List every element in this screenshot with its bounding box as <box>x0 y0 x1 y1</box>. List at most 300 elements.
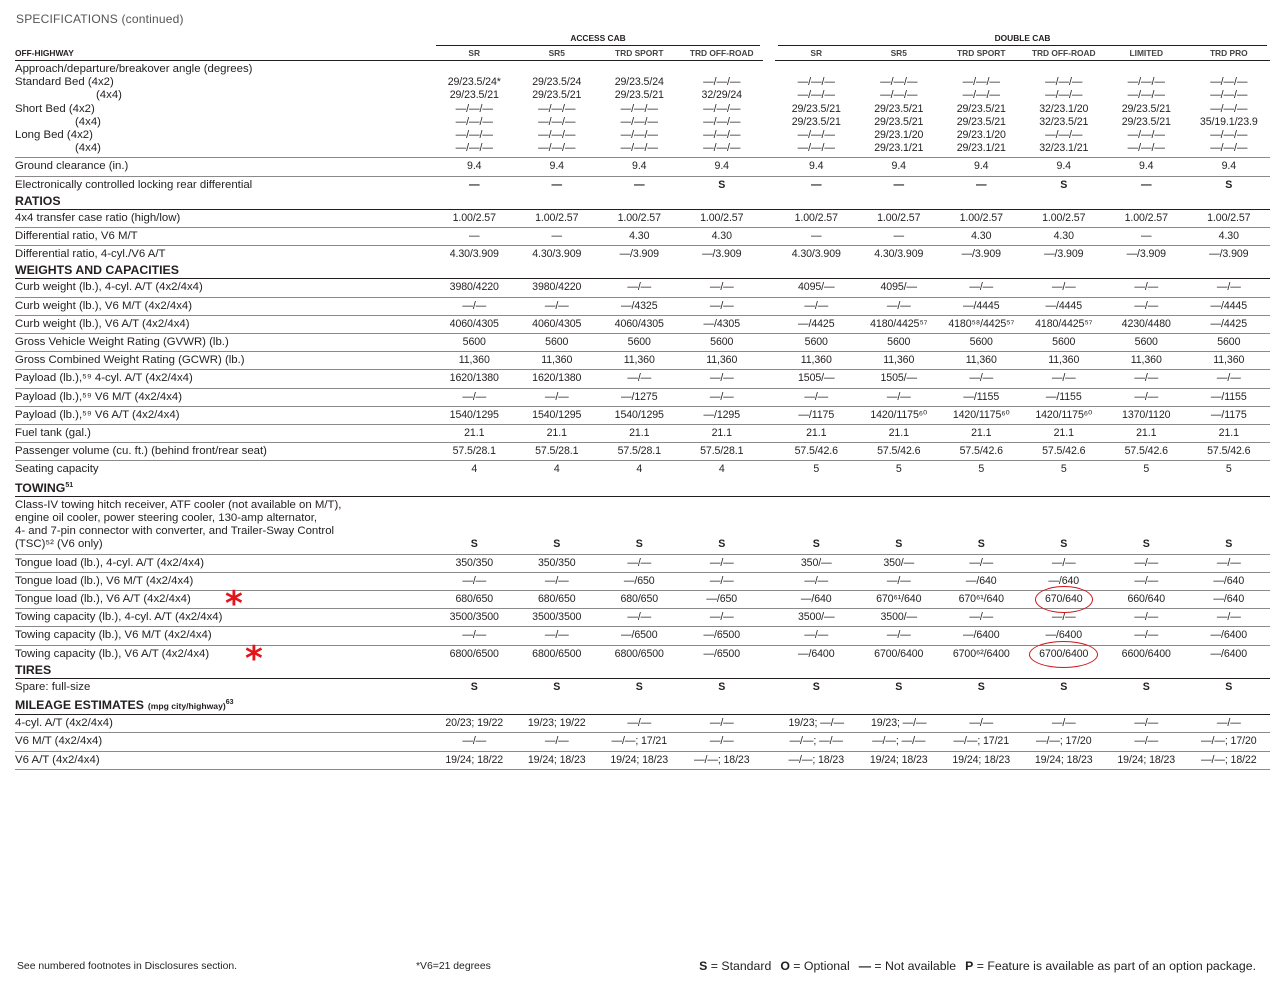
weight-row-value: 4 <box>718 463 725 476</box>
tongue-load-v6-mt-label <box>15 572 433 590</box>
differential-ratio-at-value: —/3.909 <box>702 248 742 261</box>
weight-row-label <box>15 315 433 333</box>
legend-key: S <box>699 959 708 973</box>
spare-tire-value: S <box>1225 680 1233 693</box>
weight-row-value: 21.1 <box>598 425 681 443</box>
mileage-row-value: —/— <box>940 715 1023 733</box>
towing-package-value: S <box>598 496 681 554</box>
weight-row-value: 21.1 <box>681 425 764 443</box>
tongue-load-4cyl-value: —/— <box>1188 554 1271 572</box>
weight-row-value: —/— <box>858 297 941 315</box>
weight-row-value: —/— <box>433 297 516 315</box>
weight-row-value: —/— <box>681 297 764 315</box>
tongue-load-v6-at-value: —/650 <box>681 590 764 608</box>
differential-ratio-v6-mt-value: 4.30 <box>1023 228 1106 246</box>
angle-label <box>15 61 433 158</box>
weight-row-label <box>15 461 433 479</box>
angle-value: —/—/— <box>1127 89 1165 102</box>
angle-value: —/—/— <box>1210 102 1248 115</box>
weight-row-label-text: Curb weight (lb.), V6 M/T (4x2/4x4) <box>15 299 193 312</box>
weight-row-value: 11,360 <box>1023 352 1106 370</box>
towing-package-row <box>15 496 1270 554</box>
mileage-row-value: 19/24; 18/23 <box>858 751 941 769</box>
section-off-highway: OFF-HIGHWAY <box>15 46 433 61</box>
weight-row-value: —/— <box>598 279 681 297</box>
differential-ratio-v6-mt-value: 4.30 <box>940 228 1023 246</box>
angle-value: 29/23.5/21 <box>874 115 924 128</box>
legend-key: — <box>858 959 872 973</box>
angle-value-column <box>681 61 764 158</box>
weight-row-value: —/1175 <box>775 406 858 424</box>
differential-ratio-v6-mt-value: 4.30 <box>681 228 764 246</box>
circled-value-text: 6700/6400 <box>1039 647 1089 660</box>
tongue-load-v6-mt-value: —/640 <box>1023 572 1106 590</box>
section-ratios <box>15 194 1270 210</box>
differential-ratio-v6-mt-value: — <box>433 228 516 246</box>
mileage-row-label <box>15 715 433 733</box>
weight-row-value: 1420/1175⁶⁰ <box>858 406 941 424</box>
angle-value: —/—/— <box>620 129 658 142</box>
weight-row-value: —/1275 <box>598 388 681 406</box>
section-mileage-title: MILEAGE ESTIMATES <box>15 698 144 713</box>
locking-differential-value: S <box>1225 178 1233 191</box>
towing-capacity-v6-at-value: 6700/6400 <box>874 647 924 660</box>
legend-item <box>699 959 771 973</box>
towing-package-value: S <box>433 496 516 554</box>
towing-capacity-v6-at-value: —/6400 <box>1210 647 1248 660</box>
tongue-load-4cyl-value: —/— <box>598 554 681 572</box>
angle-value: 32/23.1/20 <box>1039 102 1089 115</box>
towing-capacity-4cyl-value: —/— <box>1188 609 1271 627</box>
angle-value: —/—/— <box>797 142 835 155</box>
angle-value: —/—/— <box>455 102 493 115</box>
weight-row-value: —/— <box>516 297 599 315</box>
weight-row-value: —/— <box>858 388 941 406</box>
mileage-row-label-text: V6 A/T (4x2/4x4) <box>15 753 100 766</box>
weight-row-value: —/— <box>775 297 858 315</box>
locking-differential-value: — <box>976 178 987 191</box>
towing-package-value: S <box>940 496 1023 554</box>
towing-capacity-v6-mt-value: —/6400 <box>940 627 1023 645</box>
differential-ratio-v6-mt-value: — <box>775 228 858 246</box>
legend-item <box>965 959 1256 973</box>
angle-value: 29/23.1/20 <box>874 129 924 142</box>
weight-row-label <box>15 406 433 424</box>
weight-row-value: —/— <box>1105 279 1188 297</box>
weight-row-value: 57.5/28.1 <box>433 443 516 461</box>
mileage-row-value: 19/23; —/— <box>775 715 858 733</box>
angle-value: —/—/— <box>703 76 741 89</box>
locking-differential-value: — <box>551 178 562 191</box>
differential-ratio-v6-mt-value: 4.30 <box>1188 228 1271 246</box>
access-cab-header: ACCESS CAB <box>436 33 760 46</box>
weight-row-label <box>15 443 433 461</box>
weight-row-label-text: Passenger volume (cu. ft.) (behind front/rear seat) <box>15 445 267 458</box>
tongue-load-v6-mt-value: —/650 <box>598 572 681 590</box>
spare-tire-label <box>15 678 433 696</box>
transfer-case-ratio-value: 1.00/2.57 <box>1188 209 1271 227</box>
mileage-row-value: 19/24; 18/23 <box>940 751 1023 769</box>
tongue-load-4cyl-label-text: Tongue load (lb.), 4-cyl. A/T (4x2/4x4) <box>15 556 205 569</box>
mileage-row-value: —/—; 17/20 <box>1023 733 1106 751</box>
section-mileage-footnote-ref: 63 <box>225 699 234 706</box>
mileage-row-value: —/— <box>1188 715 1271 733</box>
weight-row-value: —/1155 <box>1023 388 1106 406</box>
mileage-row-value: —/— <box>1023 715 1106 733</box>
weight-row-value: 57.5/28.1 <box>598 443 681 461</box>
towing-capacity-v6-at-value: 6800/6500 <box>532 647 582 660</box>
weight-row-value: 21.1 <box>1023 425 1106 443</box>
angle-value: 32/23.5/21 <box>1039 115 1089 128</box>
angle-value-column <box>940 61 1023 158</box>
weight-row-value: 57.5/42.6 <box>1188 443 1271 461</box>
weight-row-value: 4060/4305 <box>598 315 681 333</box>
ground-clearance-label <box>15 158 433 176</box>
angle-value: —/—/— <box>455 129 493 142</box>
weight-row-value: 11,360 <box>1105 352 1188 370</box>
angle-value: —/—/— <box>797 89 835 102</box>
specifications-table <box>15 33 1270 770</box>
weight-row-value: —/4445 <box>1188 297 1271 315</box>
towing-package-label <box>15 496 433 554</box>
weight-row-value: 5 <box>813 463 820 476</box>
angle-value: 32/29/24 <box>701 89 742 102</box>
weight-row-value: 11,360 <box>598 352 681 370</box>
angle-value: —/—/— <box>1127 129 1165 142</box>
weight-row-value: 11,360 <box>940 352 1023 370</box>
ground-clearance-value: 9.4 <box>433 158 516 176</box>
towing-capacity-v6-at-value: 6800/6500 <box>449 647 499 660</box>
weight-row-value: 1505/— <box>775 370 858 388</box>
table-row <box>15 590 1270 608</box>
towing-package-value: S <box>775 496 858 554</box>
angle-sublabel: Short Bed (4x2) <box>15 102 95 115</box>
angle-value: —/—/— <box>1045 89 1083 102</box>
asterisk-footnote: *V6=21 degrees <box>416 961 491 972</box>
towing-package-line: Class-IV towing hitch receiver, ATF cooler (not available on M/T), <box>15 498 342 511</box>
tongue-load-4cyl-label <box>15 554 433 572</box>
table-row <box>15 370 1270 388</box>
table-row <box>15 461 1270 479</box>
transfer-case-ratio-value: 1.00/2.57 <box>858 209 941 227</box>
towing-capacity-v6-mt-value: —/6500 <box>681 627 764 645</box>
spare-tire-label-text: Spare: full-size <box>15 680 91 693</box>
legend-key: O <box>780 959 790 973</box>
tongue-load-v6-mt-value: —/— <box>681 572 764 590</box>
angle-value-column <box>1023 61 1106 158</box>
weight-row-label <box>15 297 433 315</box>
weight-row-value: 57.5/42.6 <box>1105 443 1188 461</box>
weight-row-value: 3980/4220 <box>433 279 516 297</box>
towing-capacity-4cyl-value: —/— <box>1023 609 1106 627</box>
weight-row-label <box>15 425 433 443</box>
weight-row-value: —/— <box>681 388 764 406</box>
angle-value: —/—/— <box>1210 142 1248 155</box>
section-weights-title: WEIGHTS AND CAPACITIES <box>15 263 179 278</box>
weight-row-value: 11,360 <box>516 352 599 370</box>
angle-value: 29/23.5/21 <box>1121 102 1171 115</box>
weight-row-value: —/— <box>1023 370 1106 388</box>
angle-value: 29/23.5/21 <box>1121 115 1171 128</box>
differential-ratio-at-value: 4.30/3.909 <box>874 248 924 261</box>
weight-row-label-text: Gross Combined Weight Rating (GCWR) (lb.) <box>15 354 245 367</box>
legend-item <box>859 959 956 973</box>
weight-row-value: 4060/4305 <box>516 315 599 333</box>
weight-row-value: 4180/4425⁵⁷ <box>1023 315 1106 333</box>
table-row <box>15 751 1270 769</box>
section-mileage <box>15 696 1270 715</box>
weight-row-label <box>15 388 433 406</box>
mileage-row-value: 20/23; 19/22 <box>433 715 516 733</box>
angle-value-column <box>858 61 941 158</box>
section-mileage-note: (mpg city/highway) <box>147 701 226 712</box>
weight-row-value: —/4445 <box>1023 297 1106 315</box>
tongue-load-v6-at-value: 680/650 <box>516 590 599 608</box>
towing-capacity-v6-mt-value: —/— <box>775 627 858 645</box>
angle-sublabel: Long Bed (4x2) <box>15 129 93 142</box>
angle-value: 29/23.1/21 <box>874 142 924 155</box>
ground-clearance-value: 9.4 <box>1023 158 1106 176</box>
tongue-load-4cyl-value: 350/— <box>775 554 858 572</box>
transfer-case-ratio-value: 1.00/2.57 <box>940 209 1023 227</box>
weight-row-value: —/— <box>1105 297 1188 315</box>
towing-capacity-v6-mt-value: —/— <box>1105 627 1188 645</box>
tongue-load-v6-mt-label-text: Tongue load (lb.), V6 M/T (4x2/4x4) <box>15 574 194 587</box>
locking-differential-value: S <box>718 178 726 191</box>
weight-row-value: 11,360 <box>858 352 941 370</box>
angle-value: —/—/— <box>620 115 658 128</box>
towing-capacity-v6-at-value: —/6400 <box>797 647 835 660</box>
angle-value: 32/23.1/21 <box>1039 142 1089 155</box>
highlight-circle-mark <box>1029 641 1098 668</box>
mileage-row-value: —/— <box>1105 733 1188 751</box>
angle-value: —/—/— <box>1127 142 1165 155</box>
weight-row-value: —/— <box>1105 370 1188 388</box>
section-tires-title: TIRES <box>15 662 52 677</box>
differential-ratio-at-label <box>15 246 433 264</box>
ground-clearance-value: 9.4 <box>598 158 681 176</box>
weight-row-label <box>15 370 433 388</box>
tongue-load-v6-at-value: 670⁶¹/640 <box>858 590 941 608</box>
angle-sublabel: (4x4) <box>75 142 101 155</box>
angle-value: —/—/— <box>538 102 576 115</box>
ground-clearance-value: 9.4 <box>858 158 941 176</box>
angle-value: —/—/— <box>962 89 1000 102</box>
angle-value: 29/23.5/21 <box>874 102 924 115</box>
angle-value: —/—/— <box>1210 89 1248 102</box>
mileage-row-value: —/—; —/— <box>775 733 858 751</box>
angle-sublabel: Standard Bed (4x2) <box>15 76 114 89</box>
towing-capacity-v6-mt-value: —/— <box>433 627 516 645</box>
mileage-row-value: —/—; 18/22 <box>1188 751 1271 769</box>
differential-ratio-at-value: —/3.909 <box>961 248 1001 261</box>
weight-row-value: 21.1 <box>775 425 858 443</box>
circled-value <box>1045 593 1083 606</box>
transfer-case-ratio-value: 1.00/2.57 <box>598 209 681 227</box>
weight-row-value: —/— <box>1023 279 1106 297</box>
transfer-case-ratio-label <box>15 209 433 227</box>
angle-value: 29/23.1/21 <box>956 142 1006 155</box>
weight-row-value: 5600 <box>1188 334 1271 352</box>
weight-row-value: 5 <box>1060 463 1067 476</box>
mileage-row-value: —/—; 18/23 <box>681 751 764 769</box>
towing-package-value: S <box>681 496 764 554</box>
table-row <box>15 297 1270 315</box>
angle-value: 29/23.5/21 <box>791 102 841 115</box>
trim-access-2: TRD SPORT <box>598 46 681 61</box>
weight-row-value: 11,360 <box>681 352 764 370</box>
tongue-load-v6-at-value: 680/650 <box>433 590 516 608</box>
angle-value: —/—/— <box>703 115 741 128</box>
tongue-load-v6-mt-value: —/— <box>858 572 941 590</box>
section-towing-title: TOWING <box>15 480 66 495</box>
angle-value: —/—/— <box>1127 76 1165 89</box>
weight-row-value: 5600 <box>775 334 858 352</box>
trim-access-1: SR5 <box>516 46 599 61</box>
trim-access-3: TRD OFF-ROAD <box>681 46 764 61</box>
towing-package-line: 4- and 7-pin connector with converter, and Trailer-Sway Control <box>15 525 335 538</box>
tongue-load-v6-mt-value: —/— <box>1105 572 1188 590</box>
mileage-row-value: —/—; —/— <box>858 733 941 751</box>
weight-row-value: 57.5/28.1 <box>681 443 764 461</box>
trim-access-0: SR <box>433 46 516 61</box>
weight-row-value: 57.5/42.6 <box>940 443 1023 461</box>
angle-value: —/—/— <box>538 115 576 128</box>
differential-ratio-at-value: —/3.909 <box>1044 248 1084 261</box>
transfer-case-ratio-value: 1.00/2.57 <box>516 209 599 227</box>
weight-row-value: 1540/1295 <box>598 406 681 424</box>
locking-differential-value: — <box>1141 178 1152 191</box>
towing-capacity-v6-mt-value: —/6500 <box>598 627 681 645</box>
mileage-row-value: —/—; 17/21 <box>940 733 1023 751</box>
ground-clearance-value: 9.4 <box>681 158 764 176</box>
trim-double-0: SR <box>775 46 858 61</box>
spare-tire-value: S <box>470 680 478 693</box>
tongue-load-4cyl-value: —/— <box>681 554 764 572</box>
towing-capacity-4cyl-value: —/— <box>598 609 681 627</box>
spare-tire-value: S <box>553 680 561 693</box>
weight-row-value: 1505/— <box>858 370 941 388</box>
table-row <box>15 246 1270 264</box>
section-towing <box>15 479 1270 497</box>
weight-row-value: 5600 <box>858 334 941 352</box>
angle-value: —/—/— <box>538 142 576 155</box>
table-row <box>15 645 1270 663</box>
weight-row-label-text: Curb weight (lb.), 4-cyl. A/T (4x2/4x4) <box>15 281 203 294</box>
page-heading: SPECIFICATIONS (continued) <box>16 12 184 26</box>
angle-value: 35/19.1/23.9 <box>1199 115 1258 128</box>
tongue-load-v6-mt-value: —/640 <box>1188 572 1271 590</box>
tongue-load-4cyl-value: 350/— <box>858 554 941 572</box>
differential-ratio-at-value: —/3.909 <box>1209 248 1249 261</box>
angle-value: 29/23.5/21 <box>956 102 1006 115</box>
weight-row-value: 57.5/42.6 <box>858 443 941 461</box>
weight-row-label-text: Seating capacity <box>15 463 99 476</box>
weight-row-value: 5600 <box>433 334 516 352</box>
spare-tire-value: S <box>812 680 820 693</box>
differential-ratio-at-value: 4.30/3.909 <box>532 248 582 261</box>
towing-capacity-v6-at-value: 6800/6500 <box>614 647 664 660</box>
locking-differential-value: — <box>893 178 904 191</box>
angle-value: —/—/— <box>703 142 741 155</box>
towing-capacity-v6-at-value: —/6500 <box>703 647 740 660</box>
weight-row-value: 4060/4305 <box>433 315 516 333</box>
angle-value: —/—/— <box>962 76 1000 89</box>
mileage-row-value: —/— <box>516 733 599 751</box>
table-row <box>15 352 1270 370</box>
footnote-reference: See numbered footnotes in Disclosures section. <box>17 961 238 972</box>
towing-capacity-v6-mt-value: —/— <box>858 627 941 645</box>
spare-tire-value: S <box>1060 680 1068 693</box>
weight-row-value: 1540/1295 <box>433 406 516 424</box>
weight-row-value: —/— <box>940 370 1023 388</box>
legend-item <box>780 959 849 973</box>
tongue-load-4cyl-value: —/— <box>940 554 1023 572</box>
mileage-row-value: 19/23; —/— <box>858 715 941 733</box>
weight-row-value: 5600 <box>681 334 764 352</box>
towing-package-value: S <box>1105 496 1188 554</box>
weight-row-value: —/4305 <box>681 315 764 333</box>
tongue-load-4cyl-value: —/— <box>1023 554 1106 572</box>
towing-capacity-4cyl-value: 3500/— <box>858 609 941 627</box>
angle-value: 29/23.5/21 <box>956 115 1006 128</box>
weight-row-value: —/— <box>598 370 681 388</box>
weight-row-value: 4095/— <box>858 279 941 297</box>
table-row <box>15 209 1270 227</box>
differential-ratio-at-value: 4.30/3.909 <box>449 248 499 261</box>
locking-differential-label <box>15 176 433 194</box>
transfer-case-ratio-value: 1.00/2.57 <box>433 209 516 227</box>
angle-sublabel: (4x4) <box>96 89 122 102</box>
ground-clearance-value: 9.4 <box>516 158 599 176</box>
towing-capacity-v6-mt-value: —/6400 <box>1023 627 1106 645</box>
table-row <box>15 228 1270 246</box>
weight-row-value: 57.5/28.1 <box>516 443 599 461</box>
mileage-row-value: —/— <box>1105 715 1188 733</box>
tongue-load-v6-at-value: 680/650 <box>598 590 681 608</box>
towing-capacity-v6-at-value: 6600/6400 <box>1121 647 1171 660</box>
angle-value: —/—/— <box>620 142 658 155</box>
weight-row-value: 5600 <box>1105 334 1188 352</box>
locking-differential-value: — <box>469 178 480 191</box>
towing-capacity-v6-mt-label-text: Towing capacity (lb.), V6 M/T (4x2/4x4) <box>15 629 212 642</box>
tongue-load-v6-at-label-text: Tongue load (lb.), V6 A/T (4x2/4x4) <box>15 592 191 605</box>
weight-row-value: 11,360 <box>775 352 858 370</box>
angle-value: —/—/— <box>703 129 741 142</box>
differential-ratio-v6-mt-value: 4.30 <box>598 228 681 246</box>
weight-row-label-text: Payload (lb.),⁵⁹ V6 M/T (4x2/4x4) <box>15 390 183 403</box>
weight-row-value: —/1155 <box>1188 388 1271 406</box>
red-asterisk-mark: * <box>245 638 263 679</box>
weight-row-value: —/4325 <box>598 297 681 315</box>
towing-capacity-4cyl-value: 3500/3500 <box>516 609 599 627</box>
differential-ratio-v6-mt-label <box>15 228 433 246</box>
ground-clearance-value: 9.4 <box>940 158 1023 176</box>
weight-row-value: 4230/4480 <box>1105 315 1188 333</box>
weight-row-value: 5600 <box>1023 334 1106 352</box>
weight-row-value: 4 <box>553 463 560 476</box>
weight-row-value: 5 <box>1225 463 1232 476</box>
section-weights <box>15 263 1270 279</box>
table-row <box>15 678 1270 696</box>
angle-value: —/—/— <box>538 129 576 142</box>
mileage-row-value: —/— <box>433 733 516 751</box>
table-row <box>15 388 1270 406</box>
differential-ratio-v6-mt-value: — <box>858 228 941 246</box>
red-asterisk-mark: * <box>225 583 243 624</box>
weight-row-value: —/— <box>681 279 764 297</box>
angle-value-column <box>516 61 599 158</box>
